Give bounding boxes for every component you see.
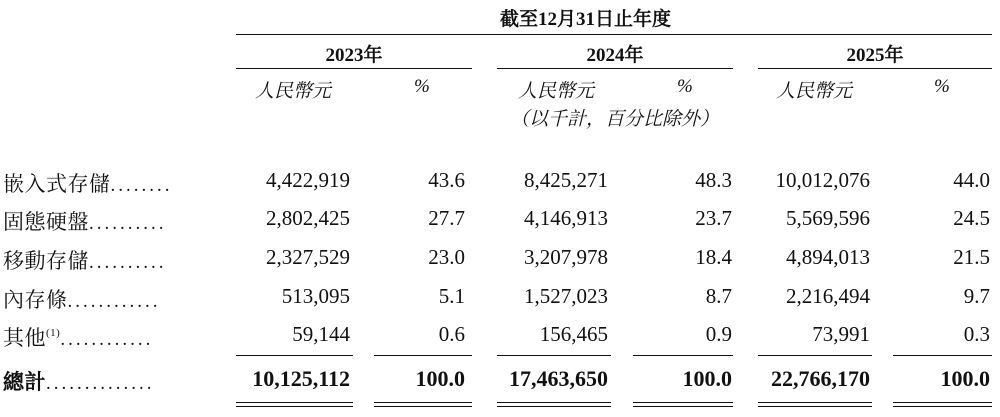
cell: 27.7: [428, 206, 465, 230]
cell: 73,991: [812, 322, 870, 346]
cell: 0.9: [705, 322, 732, 346]
cell: 0.6: [438, 322, 465, 346]
subtotal-rule: [236, 355, 353, 356]
total-cell: 22,766,170: [771, 366, 870, 391]
cell: 2,216,494: [786, 284, 870, 308]
total-double-rule: [758, 402, 872, 403]
year-2025-underline: [758, 68, 992, 69]
year-2023-header: 2023年: [325, 45, 383, 66]
cell: 156,465: [539, 322, 608, 346]
total-double-rule: [758, 406, 872, 407]
total-double-rule: [236, 406, 353, 407]
year-2025-header: 2025年: [846, 45, 904, 66]
row-label: 嵌入式存儲........: [3, 172, 173, 196]
unit-note: （以千計，百分比除外）: [510, 109, 720, 130]
cell: 5.1: [438, 284, 465, 308]
cell: 1,527,023: [524, 284, 608, 308]
cell: 59,144: [292, 322, 350, 346]
period-underline: [236, 34, 992, 35]
cell: 0.3: [963, 322, 990, 346]
total-double-rule: [236, 402, 353, 403]
total-cell: 100.0: [940, 366, 990, 391]
cell: 4,894,013: [786, 245, 870, 269]
subtotal-rule: [497, 355, 611, 356]
cell: 513,095: [281, 284, 350, 308]
total-cell: 100.0: [682, 366, 732, 391]
subtotal-rule: [633, 355, 733, 356]
cell: 4,422,919: [266, 168, 350, 192]
subtotal-rule: [758, 355, 872, 356]
cell: 21.5: [953, 245, 990, 269]
total-double-rule: [893, 406, 992, 407]
footnote-marker: (1): [46, 327, 61, 339]
cell: 43.6: [428, 168, 465, 192]
unit-label-2024: 人民幣元: [518, 81, 595, 102]
cell: 44.0: [953, 168, 990, 192]
cell: 23.7: [695, 206, 732, 230]
subtotal-rule: [893, 355, 992, 356]
total-double-rule: [893, 402, 992, 403]
row-label: 其他$^{(1)}$............: [3, 326, 154, 350]
total-double-rule: [497, 406, 611, 407]
total-double-rule: [497, 402, 611, 403]
total-double-rule: [374, 402, 472, 403]
cell: 24.5: [953, 206, 990, 230]
cell: 23.0: [428, 245, 465, 269]
row-label: 固態硬盤..........: [3, 210, 167, 234]
cell: 48.3: [695, 168, 732, 192]
pct-label-2025: %: [934, 76, 950, 97]
total-double-rule: [374, 406, 472, 407]
year-2024-header: 2024年: [586, 45, 644, 66]
row-label: 移動存儲..........: [3, 249, 167, 273]
cell: 8,425,271: [524, 168, 608, 192]
cell: 2,802,425: [266, 206, 350, 230]
pct-label-2024: %: [677, 76, 693, 97]
cell: 3,207,978: [524, 245, 608, 269]
unit-label-2023: 人民幣元: [255, 81, 332, 102]
cell: 5,569,596: [786, 206, 870, 230]
year-2024-underline: [497, 68, 733, 69]
row-label: 內存條............: [3, 288, 161, 312]
total-cell: 10,125,112: [252, 366, 350, 391]
cell: 9.7: [963, 284, 990, 308]
pct-label-2023: %: [414, 76, 430, 97]
cell: 2,327,529: [266, 245, 350, 269]
total-cell: 17,463,650: [509, 366, 608, 391]
total-double-rule: [633, 406, 733, 407]
unit-label-2025: 人民幣元: [776, 81, 853, 102]
total-cell: 100.0: [415, 366, 465, 391]
cell: 18.4: [695, 245, 732, 269]
total-double-rule: [633, 402, 733, 403]
cell: 4,146,913: [524, 206, 608, 230]
total-label: 總計..............: [3, 370, 155, 394]
period-header: 截至12月31日止年度: [500, 9, 672, 30]
year-2023-underline: [236, 68, 472, 69]
subtotal-rule: [374, 355, 472, 356]
cell: 8.7: [705, 284, 732, 308]
cell: 10,012,076: [775, 168, 870, 192]
